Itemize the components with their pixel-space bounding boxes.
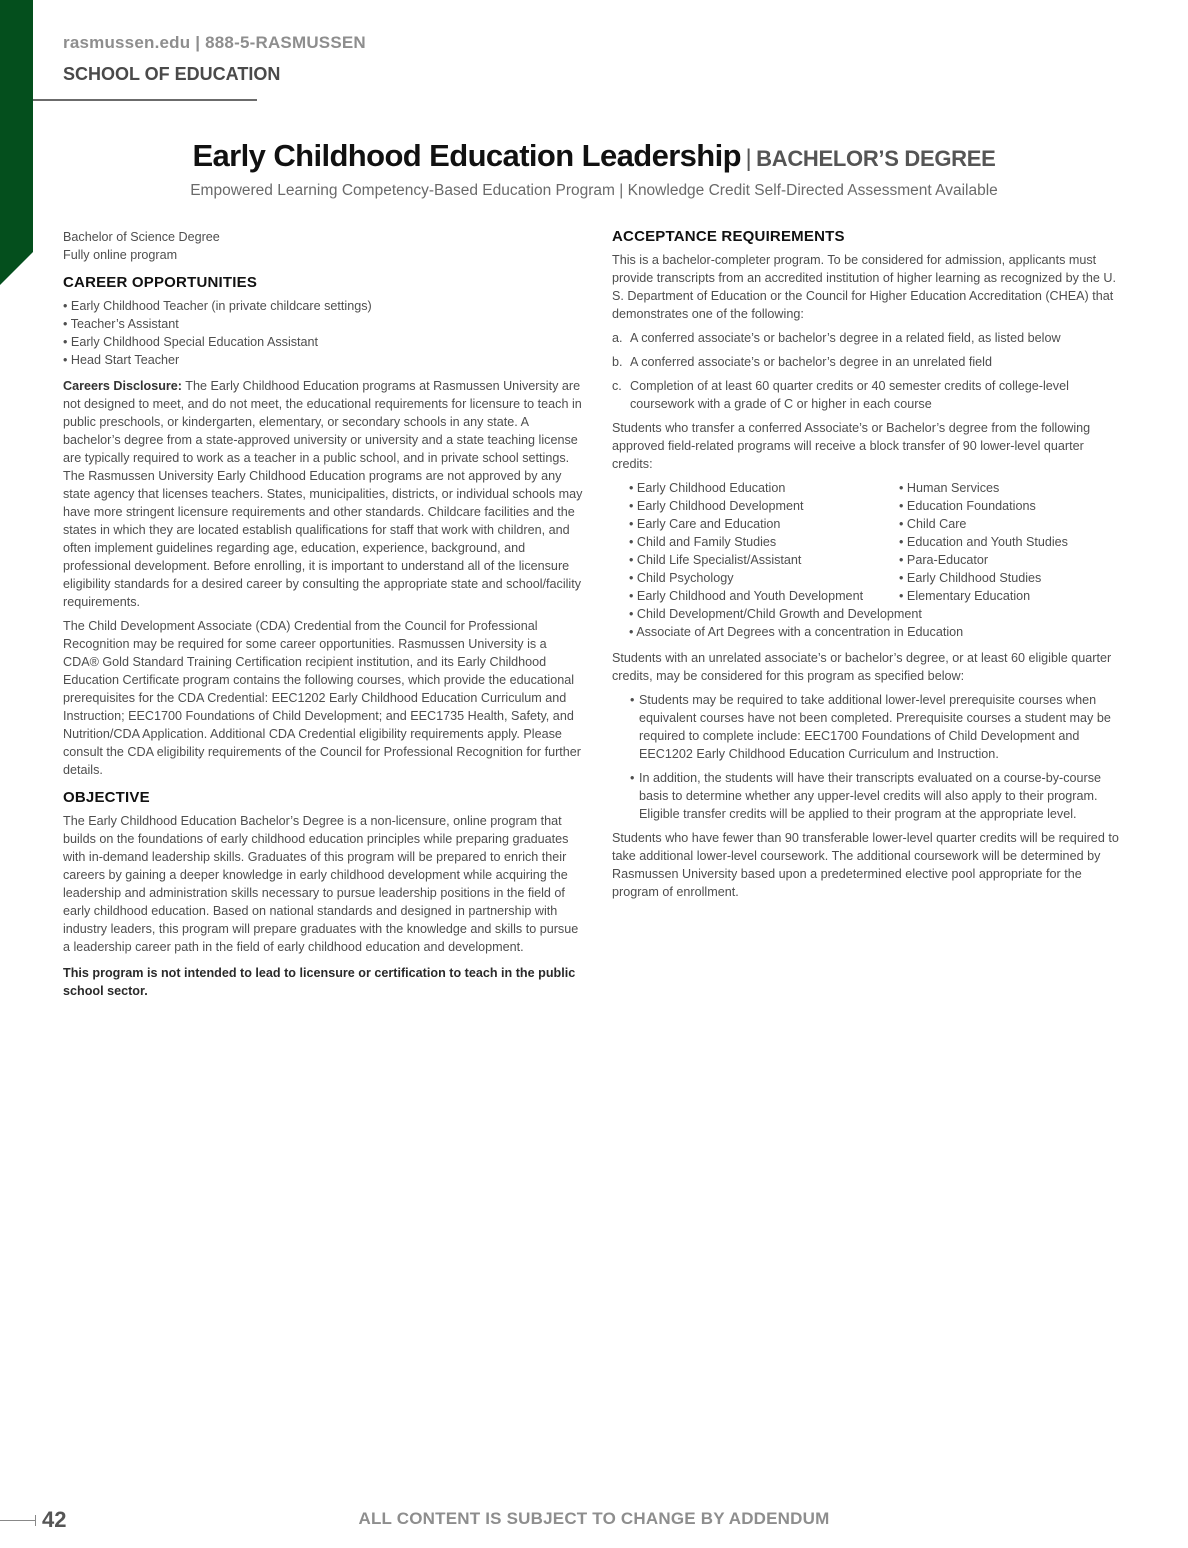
list-item: c. Completion of at least 60 quarter credits or 40 semester credits of college-level coursework with a grade of C or higher in each course [612, 379, 1069, 411]
list-item: • Para-Educator [899, 551, 1068, 569]
list-item: • Child Life Specialist/Assistant [629, 551, 899, 569]
list-item: • Child Psychology [629, 569, 899, 587]
objective-heading: OBJECTIVE [63, 789, 150, 806]
cda-paragraph: The Child Development Associate (CDA) Credential from the Council for Professional Recognition may be required for some career opportunities. Rasmussen University is a CDA® Gold Standard Training Certification recipient institution, and its Early Childhood Education Certificate program contains the following courses, which provide the educational prerequisites for the CDA Credential: EEC1202 Early Childhood Education Curriculum and Instruction; EEC1700 Foundations of Child Development; and EEC1735 Health, Safety, and Nutrition/CDA Application. Additional CDA Credential eligibility requirements apply. Please consult the CDA eligibility requirements of the Council for Professional Recognition for further details. [63, 619, 581, 777]
program-title: Early Childhood Education Leadership [192, 138, 741, 173]
list-item: • Early Childhood Teacher (in private childcare settings) [63, 297, 583, 315]
related-programs-col2 [899, 479, 1068, 605]
list-item: • Education Foundations [899, 497, 1068, 515]
footer-note: ALL CONTENT IS SUBJECT TO CHANGE BY ADDENDUM [358, 1509, 830, 1528]
list-item: • Teacher’s Assistant [63, 315, 583, 333]
unrelated-points [630, 691, 1127, 823]
page-number: 42 [42, 1507, 67, 1532]
careers-disclosure [63, 377, 583, 611]
requirements-list [612, 329, 1127, 413]
list-item: • Early Childhood Development [629, 497, 899, 515]
acceptance-requirements-heading: ACCEPTANCE REQUIREMENTS [612, 228, 845, 245]
list-item: • Early Childhood Studies [899, 569, 1068, 587]
degree-type: Bachelor of Science Degree [63, 230, 220, 244]
list-item: • Early Childhood Education [629, 479, 899, 497]
disclosure-text: The Early Childhood Education programs at Rasmussen University are not designed to meet, and do not meet, the educational requirements for licensure to teach in public preschools, or kindergarten, elementary, or secondary schools in any state. A bachelor’s degree from a state-approved university or university and a state teaching license are typically required to work as a teacher in a public school, and in private school settings. The Rasmussen University Early Childhood Education programs are not approved by any state agency that licenses teachers. States, municipalities, districts, or individual schools may have more stringent licensure requirements and other standards. Childcare facilities and the states in which they are located establish qualifications for staff that work with children, and often implement guidelines regarding age, education, experience, background, and professional development. Before enrolling, it is important to understand all of the licensure eligibility standards for a desired career by consulting the appropriate state and school/facility requirements. [63, 379, 583, 609]
header-url-phone: rasmussen.edu | 888-5-RASMUSSEN [63, 33, 366, 52]
list-item: b. A conferred associate’s or bachelor’s degree in an unrelated field [612, 355, 992, 369]
list-item: • Child and Family Studies [629, 533, 899, 551]
program-subtitle: Empowered Learning Competency-Based Education Program | Knowledge Credit Self-Directed Assessment Available [190, 182, 998, 199]
list-item: • Early Care and Education [629, 515, 899, 533]
header-divider [33, 99, 257, 101]
licensure-notice: This program is not intended to lead to licensure or certification to teach in the public school sector. [63, 966, 576, 998]
fewer-credits-paragraph: Students who have fewer than 90 transferable lower-level quarter credits will be required to take additional lower-level coursework. The additional coursework will be determined by Rasmussen University based upon a predetermined elective pool appropriate for the program of enrollment. [612, 831, 1119, 899]
related-programs-col1 [629, 479, 899, 605]
header-school-name: SCHOOL OF EDUCATION [63, 64, 281, 84]
list-item: • Head Start Teacher [63, 351, 583, 369]
delivery-mode: Fully online program [63, 248, 178, 262]
title-separator: | [745, 145, 752, 172]
list-item: • In addition, the students will have their transcripts evaluated on a course-by-course basis to determine whether any upper-level credits will also apply to their program. Eligible transfer credits will be applied to their program at the appropriate level. [630, 769, 1127, 823]
list-item: • Human Services [899, 479, 1068, 497]
objective-paragraph: The Early Childhood Education Bachelor’s Degree is a non-licensure, online program that builds on the foundations of early childhood education principles while preparing graduates with in-demand leadership skills. Graduates of this program will be prepared to enrich their careers by gaining a deeper knowledge in early childhood development while acquiring the leadership and administration skills necessary to pursue leadership positions in the field of early childhood education. Based on national standards and designed in partnership with industry leaders, this program will prepare graduates with the knowledge and skills to pursue a leadership career path in the field of early childhood education and development. [63, 814, 579, 954]
list-item: • Child Care [899, 515, 1068, 533]
list-item: • Early Childhood Special Education Assistant [63, 333, 583, 351]
related-programs [629, 479, 1127, 605]
unrelated-paragraph: Students with an unrelated associate’s or bachelor’s degree, or at least 60 eligible quarter credits, may be considered for this program as specified below: [612, 651, 1112, 683]
career-list [63, 297, 583, 369]
list-item: • Students may be required to take additional lower-level prerequisite courses when equivalent courses have not been completed. Prerequisite courses a student may be required to complete include: EEC1700 Foundations of Child Development and EEC1202 Early Childhood Education Curriculum and Instruction. [630, 691, 1127, 763]
list-item: • Early Childhood and Youth Development [629, 587, 899, 605]
list-item: • Elementary Education [899, 587, 1068, 605]
list-item: • Child Development/Child Growth and Development [629, 605, 1127, 623]
list-item: • Associate of Art Degrees with a concentration in Education [629, 623, 1127, 641]
acceptance-intro: This is a bachelor-completer program. To be considered for admission, applicants must provide transcripts from an accredited institution of higher learning as recognized by the U. S. Department of Education or the Council for Higher Education Accreditation (CHEA) that demonstrates one of the following: [612, 253, 1117, 321]
related-programs-full [629, 605, 1127, 641]
list-item: a. A conferred associate’s or bachelor’s degree in a related field, as listed below [612, 331, 1061, 345]
transfer-paragraph: Students who transfer a conferred Associate’s or Bachelor’s degree from the following approved field-related programs will receive a block transfer of 90 lower-level quarter credits: [612, 421, 1091, 471]
right-column [612, 228, 1127, 907]
left-column [63, 228, 583, 1000]
list-item: • Education and Youth Studies [899, 533, 1068, 551]
degree-label: BACHELOR’S DEGREE [756, 146, 996, 171]
disclosure-label: Careers Disclosure: [63, 379, 183, 393]
page-title [0, 138, 1188, 174]
career-opportunities-heading: CAREER OPPORTUNITIES [63, 274, 258, 291]
